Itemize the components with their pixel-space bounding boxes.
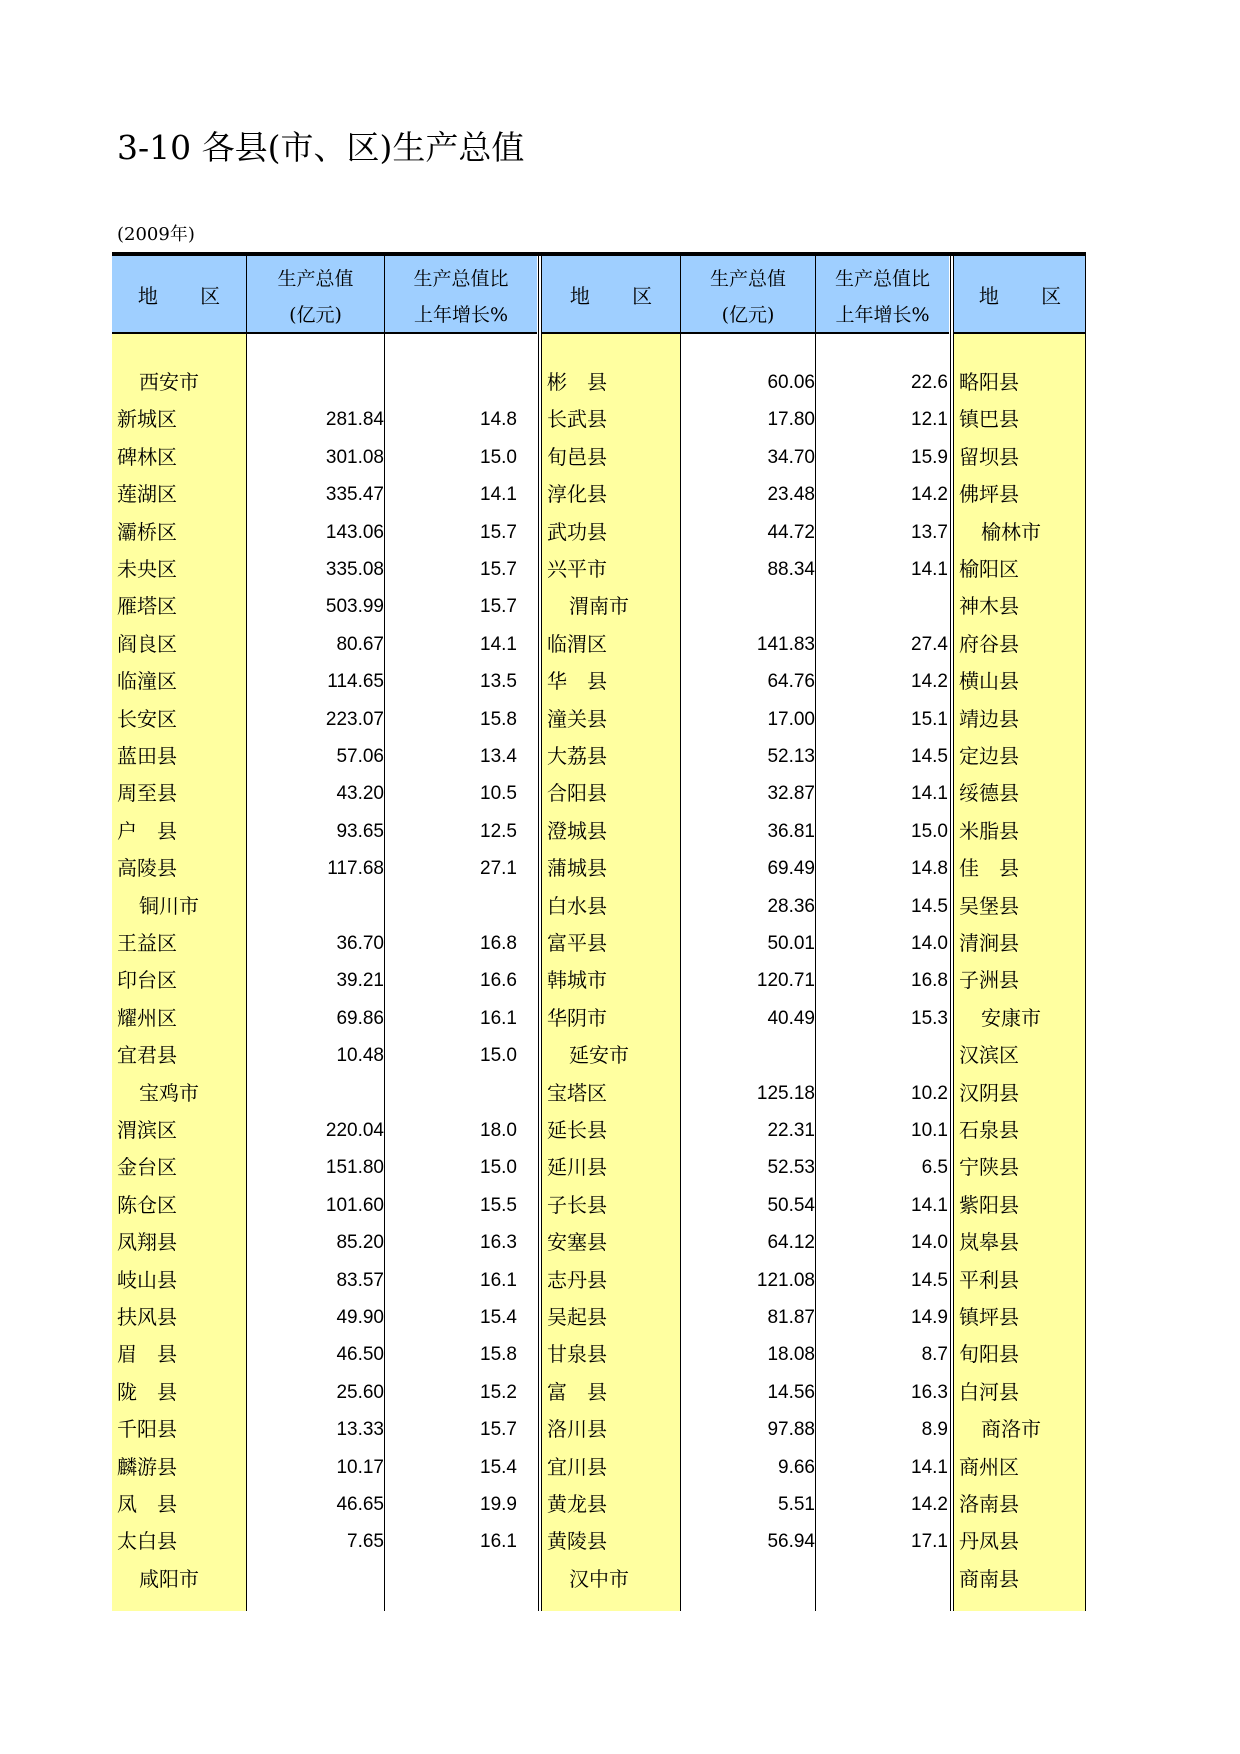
region-name: 吴起县 — [547, 1305, 607, 1329]
region-name: 商洛市 — [981, 1417, 1041, 1442]
region-name: 印台区 — [117, 968, 177, 993]
growth-value: 14.9 — [911, 1307, 948, 1328]
region-name: 铜川市 — [139, 893, 199, 918]
region-name: 户 县 — [117, 818, 177, 843]
table-row — [112, 364, 1086, 401]
region-name: 紫阳县 — [959, 1192, 1019, 1217]
gdp-value: 32.87 — [767, 783, 815, 805]
region-name: 石泉县 — [959, 1118, 1019, 1142]
region-name: 长武县 — [547, 407, 607, 432]
growth-value: 15.4 — [480, 1307, 517, 1328]
growth-value: 16.8 — [911, 970, 948, 992]
growth-value: 14.1 — [911, 1456, 948, 1478]
growth-value: 8.9 — [921, 1419, 948, 1441]
gdp-value — [247, 1075, 384, 1112]
gdp-value: 7.65 — [347, 1531, 384, 1553]
gdp-value: 69.49 — [767, 858, 815, 880]
table-row — [112, 1449, 1086, 1486]
region-name: 留坝县 — [959, 444, 1019, 469]
region-name: 高陵县 — [117, 856, 177, 881]
gdp-value: 81.87 — [767, 1307, 815, 1328]
header-region-label: 地 区 — [137, 283, 239, 308]
region-name: 渭南市 — [569, 594, 629, 619]
gdp-value: 25.60 — [336, 1381, 384, 1403]
growth-value: 15.8 — [480, 1344, 517, 1366]
gdp-value: 52.53 — [767, 1157, 815, 1179]
region-name: 延长县 — [547, 1118, 607, 1142]
table-row — [112, 1411, 1086, 1448]
header-growth-line1: 生产总值比 — [413, 268, 509, 290]
region-name: 清涧县 — [959, 931, 1019, 955]
growth-value — [385, 364, 517, 401]
region-name: 陈仓区 — [117, 1192, 177, 1217]
gdp-value: 43.20 — [336, 783, 384, 805]
table-row — [112, 551, 1086, 588]
growth-value — [385, 1075, 517, 1112]
region-name: 麟游县 — [117, 1454, 177, 1479]
growth-value: 15.0 — [911, 820, 948, 842]
region-name: 宜君县 — [117, 1043, 177, 1068]
table-row — [112, 962, 1086, 999]
gdp-value: 36.70 — [336, 933, 384, 954]
growth-value: 14.1 — [480, 484, 517, 506]
table-row — [112, 1112, 1086, 1149]
region-name: 白河县 — [959, 1379, 1019, 1404]
gdp-value: 83.57 — [336, 1269, 384, 1291]
table-row — [112, 1374, 1086, 1411]
growth-value: 15.0 — [480, 446, 517, 468]
growth-value: 14.2 — [911, 484, 948, 506]
header-growth-line2: 上年增长% — [835, 304, 930, 326]
region-name: 金台区 — [117, 1155, 177, 1180]
growth-value — [385, 1561, 517, 1598]
gdp-value: 85.20 — [336, 1232, 384, 1254]
region-name: 安康市 — [981, 1005, 1041, 1030]
growth-value — [816, 1037, 948, 1074]
region-name: 宝鸡市 — [139, 1080, 199, 1105]
region-name: 府谷县 — [959, 631, 1019, 656]
growth-value: 16.1 — [480, 1007, 517, 1029]
growth-value: 10.1 — [911, 1120, 948, 1141]
gdp-value: 23.48 — [767, 484, 815, 506]
growth-value: 15.8 — [480, 708, 517, 730]
region-name: 华阴市 — [547, 1005, 607, 1030]
header-gdp-line1: 生产总值 — [709, 268, 786, 290]
growth-value: 10.2 — [911, 1082, 948, 1104]
table-row — [112, 1486, 1086, 1523]
growth-value — [816, 1561, 948, 1598]
region-name: 陇 县 — [117, 1379, 177, 1404]
page-title: 3-10 各县(市、区)生产总值 — [117, 128, 525, 167]
header-gdp-line2: (亿元) — [721, 304, 775, 326]
gdp-value: 57.06 — [336, 746, 384, 767]
region-name: 临潼区 — [117, 669, 177, 694]
region-name: 黄陵县 — [547, 1529, 607, 1554]
gdp-table — [112, 252, 1086, 1611]
region-name: 横山县 — [959, 669, 1019, 694]
growth-value: 14.5 — [911, 895, 948, 917]
region-name: 咸阳市 — [139, 1566, 199, 1591]
gdp-value: 120.71 — [756, 970, 815, 992]
gdp-value: 18.08 — [767, 1344, 815, 1366]
region-name: 临渭区 — [547, 631, 607, 656]
growth-value: 15.2 — [480, 1381, 517, 1403]
region-name: 潼关县 — [547, 706, 607, 731]
growth-value: 15.1 — [911, 708, 948, 730]
region-name: 商州区 — [959, 1454, 1019, 1479]
region-name: 甘泉县 — [547, 1342, 607, 1367]
region-name: 定边县 — [959, 744, 1019, 768]
growth-value: 15.7 — [480, 596, 517, 618]
gdp-value: 503.99 — [325, 596, 384, 618]
growth-value: 19.9 — [480, 1494, 517, 1515]
header-region-label: 地 区 — [569, 283, 671, 308]
region-name: 周至县 — [117, 781, 177, 806]
gdp-value: 60.06 — [767, 372, 815, 393]
growth-value: 14.1 — [911, 783, 948, 805]
growth-value: 14.0 — [911, 933, 948, 954]
growth-value: 14.8 — [480, 409, 517, 431]
gdp-value: 143.06 — [325, 521, 384, 543]
region-name: 新城区 — [117, 407, 177, 432]
region-name: 子洲县 — [959, 968, 1019, 993]
growth-value: 12.1 — [911, 409, 948, 431]
table-row — [112, 775, 1086, 812]
growth-value — [385, 888, 517, 925]
gdp-value: 17.00 — [767, 708, 815, 730]
region-name: 汉阴县 — [959, 1080, 1019, 1105]
table-row — [112, 813, 1086, 850]
region-name: 华 县 — [547, 669, 607, 694]
table-row — [112, 1336, 1086, 1373]
gdp-value: 223.07 — [325, 708, 384, 730]
growth-value: 14.1 — [480, 633, 517, 655]
region-name: 蒲城县 — [547, 856, 607, 881]
table-row — [112, 1149, 1086, 1186]
region-name: 平利县 — [959, 1267, 1019, 1292]
region-name: 镇坪县 — [959, 1305, 1019, 1329]
gdp-value: 14.56 — [767, 1381, 815, 1403]
region-name: 米脂县 — [959, 818, 1019, 843]
table-row — [112, 1561, 1086, 1598]
growth-value: 27.1 — [480, 858, 517, 880]
gdp-value: 335.47 — [325, 484, 384, 506]
gdp-value: 301.08 — [325, 446, 384, 468]
gdp-value: 17.80 — [767, 409, 815, 431]
region-name: 洛川县 — [547, 1417, 607, 1442]
region-name: 神木县 — [959, 594, 1019, 619]
growth-value: 18.0 — [480, 1120, 517, 1141]
region-name: 汉滨区 — [959, 1043, 1019, 1068]
gdp-value — [247, 364, 384, 401]
gdp-value: 49.90 — [336, 1307, 384, 1328]
growth-value: 22.6 — [911, 372, 948, 393]
growth-value: 13.4 — [480, 746, 517, 767]
region-name: 榆阳区 — [959, 557, 1019, 581]
region-name: 宝塔区 — [547, 1080, 607, 1105]
region-name: 岚皋县 — [959, 1230, 1019, 1255]
header-growth-line1: 生产总值比 — [834, 268, 930, 290]
table-row — [112, 850, 1086, 887]
region-name: 合阳县 — [547, 781, 607, 806]
region-name: 白水县 — [547, 893, 607, 918]
table-row — [112, 1262, 1086, 1299]
table-row — [112, 514, 1086, 551]
region-name: 旬邑县 — [547, 444, 607, 469]
region-name: 旬阳县 — [959, 1342, 1019, 1367]
table-row — [112, 663, 1086, 700]
gdp-value: 281.84 — [325, 409, 384, 431]
growth-value: 15.0 — [480, 1157, 517, 1179]
header-gdp-2 — [681, 256, 815, 334]
region-name: 凤翔县 — [117, 1230, 177, 1255]
growth-value: 16.1 — [480, 1531, 517, 1553]
gdp-value: 50.01 — [767, 933, 815, 954]
header-gdp-line2: (亿元) — [289, 304, 342, 326]
gdp-value: 88.34 — [767, 559, 815, 580]
header-gdp-1 — [247, 256, 384, 334]
gdp-value: 22.31 — [767, 1120, 815, 1141]
header-gdp-line1: 生产总值 — [277, 268, 354, 290]
table-row — [112, 588, 1086, 625]
header-region-label: 地 区 — [978, 283, 1080, 308]
gdp-value: 5.51 — [778, 1494, 815, 1515]
gdp-value: 13.33 — [336, 1419, 384, 1441]
growth-value: 15.5 — [480, 1194, 517, 1216]
gdp-value: 114.65 — [327, 671, 384, 693]
region-name: 澄城县 — [547, 818, 607, 843]
growth-value: 10.5 — [480, 783, 517, 805]
growth-value: 14.1 — [911, 559, 948, 580]
region-name: 兴平市 — [547, 557, 607, 581]
growth-value: 16.8 — [480, 933, 517, 954]
gdp-value: 141.83 — [756, 633, 815, 655]
region-name: 长安区 — [117, 706, 177, 731]
region-name: 太白县 — [117, 1529, 177, 1554]
region-name: 渭滨区 — [117, 1118, 177, 1142]
gdp-value: 10.48 — [336, 1045, 384, 1067]
gdp-value: 220.04 — [325, 1120, 384, 1141]
region-name: 佛坪县 — [959, 482, 1019, 507]
year-note: (2009年) — [117, 224, 195, 245]
gdp-value: 50.54 — [767, 1194, 815, 1216]
growth-value: 14.1 — [911, 1194, 948, 1216]
table-row — [112, 1523, 1086, 1560]
region-name: 志丹县 — [547, 1267, 607, 1292]
region-name: 佳 县 — [959, 856, 1019, 881]
growth-value: 15.9 — [911, 446, 948, 468]
region-name: 富平县 — [547, 931, 607, 955]
gdp-value — [681, 1561, 815, 1598]
region-name: 凤 县 — [117, 1492, 177, 1516]
region-name: 灞桥区 — [117, 519, 177, 544]
region-name: 绥德县 — [959, 781, 1019, 806]
growth-value: 14.5 — [911, 746, 948, 767]
gdp-value: 46.65 — [336, 1494, 384, 1515]
growth-value: 15.3 — [911, 1007, 948, 1029]
growth-value: 27.4 — [911, 633, 948, 655]
growth-value: 14.8 — [911, 858, 948, 880]
region-name: 耀州区 — [117, 1005, 177, 1030]
growth-value: 14.0 — [911, 1232, 948, 1254]
region-name: 彬 县 — [547, 370, 607, 394]
gdp-value: 64.12 — [767, 1232, 815, 1254]
region-name: 汉中市 — [569, 1566, 629, 1591]
region-name: 黄龙县 — [547, 1492, 607, 1516]
gdp-value: 80.67 — [336, 633, 384, 655]
growth-value: 15.7 — [480, 521, 517, 543]
gdp-value: 39.21 — [336, 970, 384, 992]
header-region-3 — [954, 256, 1086, 334]
region-name: 阎良区 — [117, 631, 177, 656]
gdp-value: 121.08 — [756, 1269, 815, 1291]
region-name: 碑林区 — [117, 444, 177, 469]
table-row — [112, 1037, 1086, 1074]
growth-value: 6.5 — [921, 1157, 948, 1179]
growth-value: 16.3 — [480, 1232, 517, 1254]
region-name: 王益区 — [117, 931, 177, 955]
gdp-value: 93.65 — [336, 820, 384, 842]
region-name: 未央区 — [117, 557, 177, 581]
header-region-1 — [112, 256, 246, 334]
growth-value: 13.5 — [480, 671, 517, 693]
gdp-value: 64.76 — [767, 671, 815, 693]
table-row — [112, 1224, 1086, 1261]
region-name: 延川县 — [547, 1155, 607, 1180]
region-name: 榆林市 — [981, 519, 1041, 544]
table-row — [112, 738, 1086, 775]
gdp-value: 97.88 — [767, 1419, 815, 1441]
growth-value: 14.2 — [911, 1494, 948, 1515]
gdp-value: 46.50 — [336, 1344, 384, 1366]
region-name: 靖边县 — [959, 706, 1019, 731]
region-name: 大荔县 — [547, 744, 607, 768]
region-name: 淳化县 — [547, 482, 607, 507]
header-region-2 — [542, 256, 680, 334]
gdp-value: 101.60 — [325, 1194, 384, 1216]
growth-value: 14.2 — [911, 671, 948, 693]
gdp-value — [681, 588, 815, 625]
table-row — [112, 1075, 1086, 1112]
table-row — [112, 1000, 1086, 1037]
gdp-value: 9.66 — [778, 1456, 815, 1478]
region-name: 富 县 — [547, 1379, 607, 1404]
region-name: 洛南县 — [959, 1492, 1019, 1516]
growth-value: 13.7 — [911, 521, 948, 543]
gdp-value: 52.13 — [767, 746, 815, 767]
header-growth-1 — [385, 256, 537, 334]
region-name: 宜川县 — [547, 1454, 607, 1479]
region-name: 吴堡县 — [959, 893, 1019, 918]
table-row — [112, 626, 1086, 663]
table-row — [112, 1187, 1086, 1224]
region-name: 宁陕县 — [959, 1155, 1019, 1180]
gdp-value: 335.08 — [325, 559, 384, 580]
growth-value: 16.1 — [480, 1269, 517, 1291]
gdp-value: 117.68 — [327, 858, 384, 880]
gdp-value: 69.86 — [336, 1007, 384, 1029]
gdp-value: 40.49 — [767, 1007, 815, 1029]
gdp-value: 151.80 — [325, 1157, 384, 1179]
growth-value — [816, 588, 948, 625]
gdp-value — [681, 1037, 815, 1074]
region-name: 扶风县 — [117, 1305, 177, 1329]
growth-value: 14.5 — [911, 1269, 948, 1291]
table-row — [112, 1299, 1086, 1336]
region-name: 莲湖区 — [117, 482, 177, 507]
gdp-value: 34.70 — [767, 446, 815, 468]
gdp-value: 28.36 — [767, 895, 815, 917]
table-row — [112, 401, 1086, 438]
region-name: 延安市 — [569, 1043, 629, 1068]
header-growth-line2: 上年增长% — [413, 304, 509, 326]
region-name: 安塞县 — [547, 1230, 607, 1255]
region-name: 武功县 — [547, 519, 607, 544]
gdp-value: 10.17 — [336, 1456, 384, 1478]
table-row — [112, 888, 1086, 925]
region-name: 眉 县 — [117, 1342, 177, 1367]
region-name: 蓝田县 — [117, 744, 177, 768]
region-name: 雁塔区 — [117, 594, 177, 619]
gdp-value: 56.94 — [767, 1531, 815, 1553]
region-name: 千阳县 — [117, 1417, 177, 1442]
growth-value: 16.6 — [480, 970, 517, 992]
growth-value: 8.7 — [921, 1344, 948, 1366]
region-name: 西安市 — [139, 370, 199, 394]
table-row — [112, 439, 1086, 476]
growth-value: 15.7 — [480, 1419, 517, 1441]
region-name: 商南县 — [959, 1566, 1019, 1591]
table-row — [112, 701, 1086, 738]
region-name: 略阳县 — [959, 370, 1019, 394]
header-growth-2 — [816, 256, 949, 334]
growth-value: 17.1 — [911, 1531, 948, 1553]
growth-value: 15.0 — [480, 1045, 517, 1067]
gdp-value: 44.72 — [767, 521, 815, 543]
growth-value: 15.4 — [480, 1456, 517, 1478]
region-name: 子长县 — [547, 1192, 607, 1217]
region-name: 韩城市 — [547, 968, 607, 993]
growth-value: 15.7 — [480, 559, 517, 580]
table-row — [112, 925, 1086, 962]
region-name: 岐山县 — [117, 1267, 177, 1292]
gdp-value — [247, 1561, 384, 1598]
region-name: 丹凤县 — [959, 1529, 1019, 1554]
growth-value: 16.3 — [911, 1381, 948, 1403]
table-row — [112, 476, 1086, 513]
gdp-value — [247, 888, 384, 925]
gdp-value: 125.18 — [756, 1082, 815, 1104]
growth-value: 12.5 — [480, 820, 517, 842]
gdp-value: 36.81 — [767, 820, 815, 842]
region-name: 镇巴县 — [959, 407, 1019, 432]
